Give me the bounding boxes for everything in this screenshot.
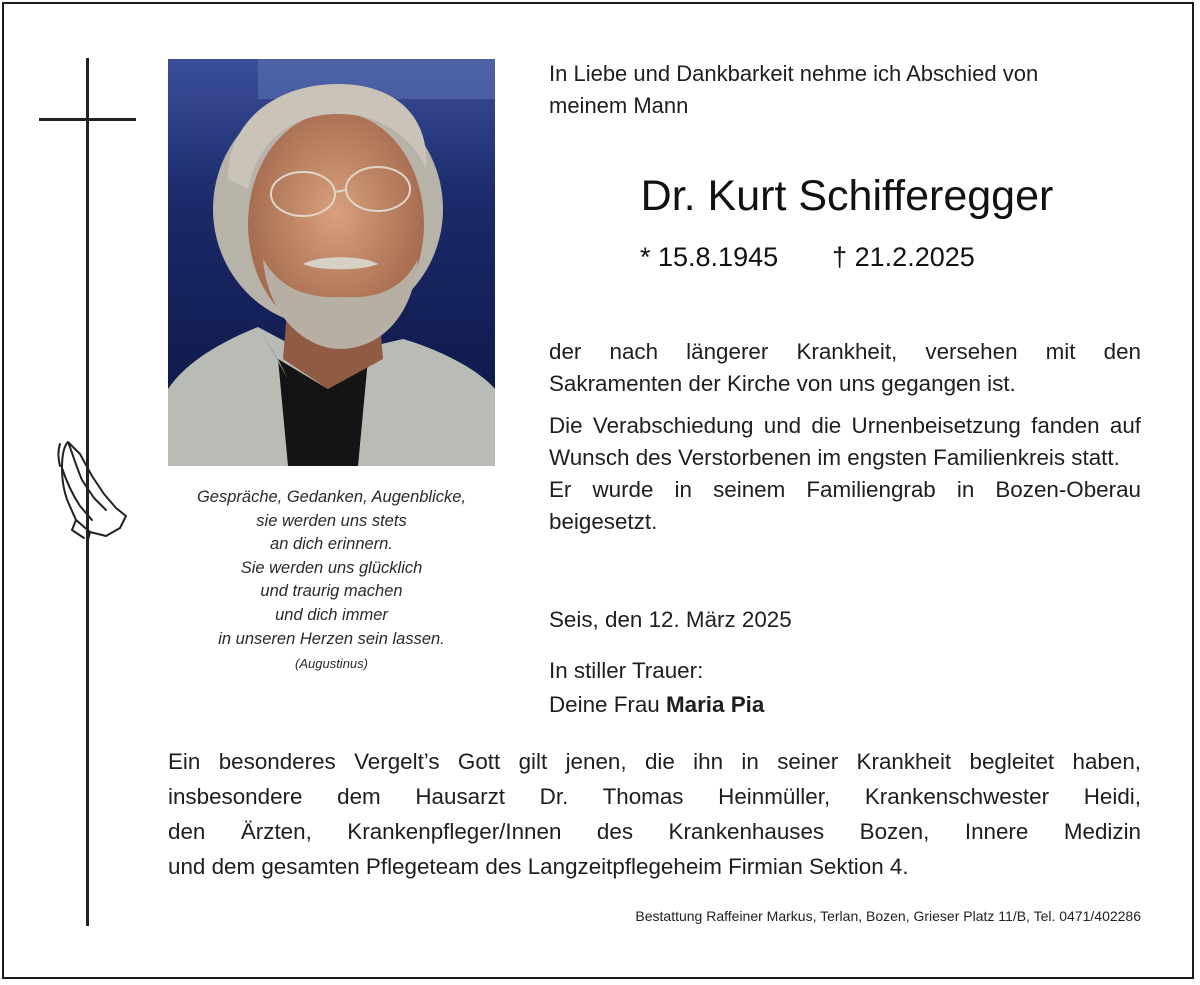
quote-line: Sie werden uns glücklich [240, 558, 423, 577]
mourners-line [549, 688, 764, 722]
birth-date: * 15.8.1945 [640, 242, 779, 272]
funeral-home-footer: Bestattung Raffeiner Markus, Terlan, Bozen, Grieser Platz 11/B, Tel. 0471/402286 [635, 908, 1141, 924]
body-paragraph: Er wurde in seinem Familiengrab in Bozen-Oberau beigesetzt. [549, 477, 1141, 534]
quote-line: Gespräche, Gedanken, Augenblicke, [196, 488, 467, 506]
quote-line: sie werden uns stets [256, 511, 407, 530]
quote-line: und traurig machen [260, 582, 403, 601]
quote-block [168, 486, 495, 676]
death-date: † 21.2.2025 [832, 242, 975, 272]
praying-hands-icon [54, 436, 128, 540]
cross-icon-bar [39, 118, 136, 121]
thanks-line: den Ärzten, Krankenpfleger/Innen des Krankenhauses Bozen, Innere Medizin [168, 819, 1141, 844]
quote-line: an dich erinnern. [270, 535, 393, 554]
life-dates [640, 237, 975, 277]
thanks-line: Ein besonderes Vergelt’s Gott gilt jenen, die ihn in seiner Krankheit begleitet haben, [168, 749, 1141, 774]
deceased-name: Dr. Kurt Schifferegger [640, 172, 1054, 220]
place-date: Seis, den 12. März 2025 [549, 607, 792, 632]
quote-source: (Augustinus) [295, 656, 368, 672]
quote-line: und dich immer [275, 605, 388, 624]
body-paragraph: Die Verabschiedung und die Urnenbeisetzung fanden auf Wunsch des Verstorbenen im engsten Familienkreis statt. [549, 413, 1141, 470]
mourners-prefix: Deine Frau [549, 692, 666, 717]
mourners-heading: In stiller Trauer: [549, 658, 704, 683]
thanks-line: insbesondere dem Hausarzt Dr. Thomas Heinmüller, Krankenschwester Heidi, [168, 784, 1141, 809]
body-paragraph: der nach längerer Krankheit, versehen mit den Sakramenten der Kirche von uns gegangen ist. [549, 339, 1141, 396]
intro-text [549, 58, 1149, 122]
body-text [549, 336, 1141, 548]
thanks-line: und dem gesamten Pflegeteam des Langzeitpflegeheim Firmian Sektion 4. [168, 854, 909, 879]
intro-line: meinem Mann [549, 93, 689, 118]
intro-line: In Liebe und Dankbarkeit nehme ich Abschied von [549, 61, 1039, 86]
thanks-text [168, 744, 1141, 884]
quote-line: in unseren Herzen sein lassen. [218, 629, 445, 648]
mourner-name: Maria Pia [665, 692, 765, 717]
mourners [549, 654, 764, 722]
portrait-photo [168, 59, 495, 466]
